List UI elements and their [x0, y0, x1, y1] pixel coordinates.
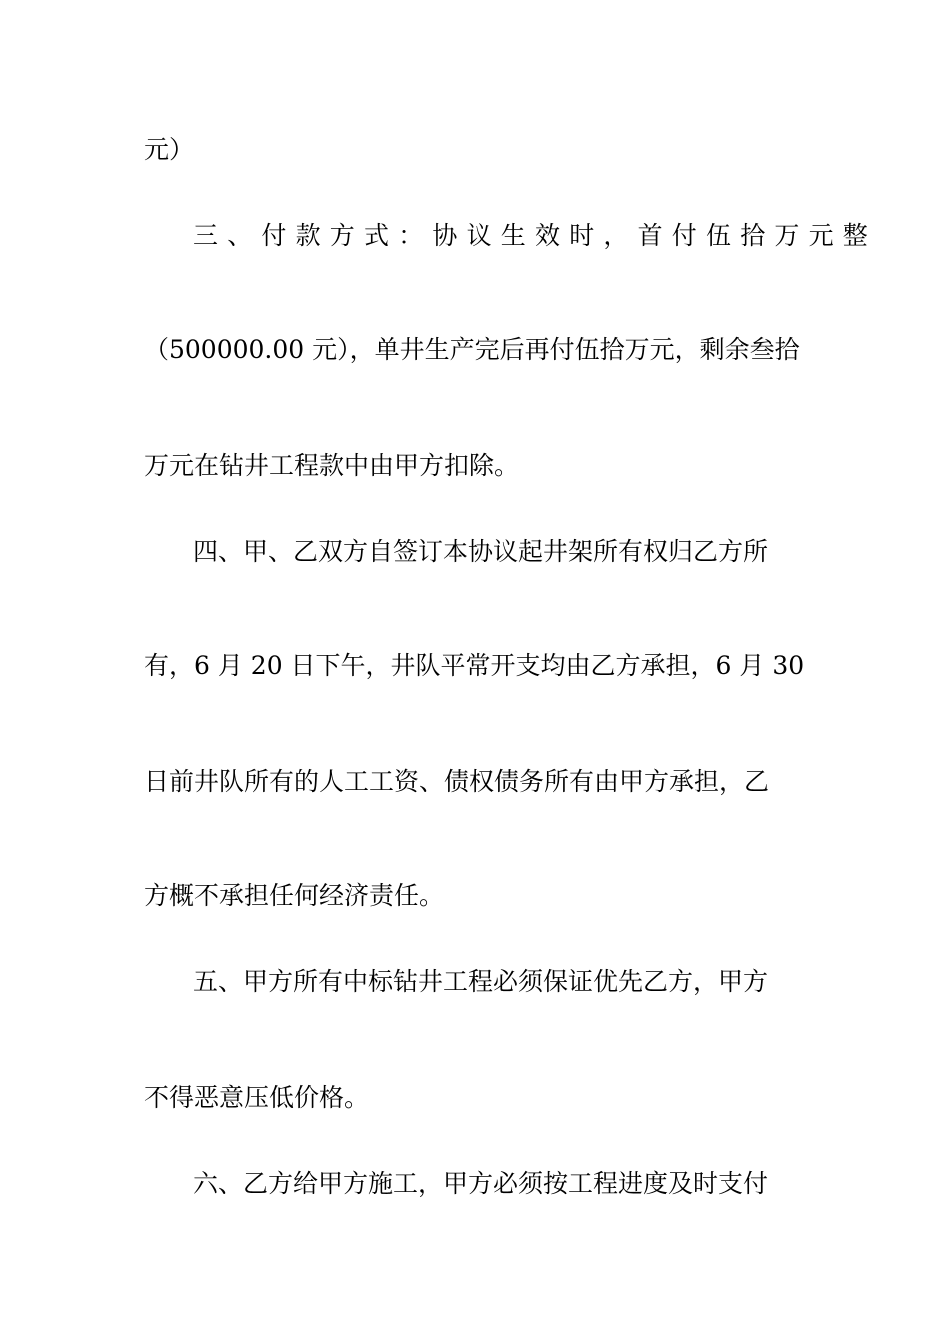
- text-line-8: 方概不承担任何经济责任。: [144, 881, 445, 910]
- text-line-3: （500000.00 元），单井生产完后再付伍拾万元，剩余叁拾: [144, 335, 800, 364]
- text-line-7: 日前井队所有的人工工资、债权债务所有由甲方承担，乙: [144, 767, 770, 796]
- text-line-5: 四、甲、乙双方自签订本协议起井架所有权归乙方所: [193, 537, 769, 566]
- text-line-2: 三、付款方式：协议生效时，首付伍拾万元整: [193, 221, 878, 250]
- text-line-1: 元）: [144, 135, 195, 164]
- text-line-9: 五、甲方所有中标钻井工程必须保证优先乙方，甲方: [193, 967, 769, 996]
- text-line-4: 万元在钻井工程款中由甲方扣除。: [144, 451, 520, 480]
- text-line-6: 有，6 月 20 日下午，井队平常开支均由乙方承担，6 月 30: [144, 651, 805, 680]
- text-line-11: 六、乙方给甲方施工，甲方必须按工程进度及时支付: [193, 1169, 769, 1198]
- text-line-10: 不得恶意压低价格。: [144, 1083, 370, 1112]
